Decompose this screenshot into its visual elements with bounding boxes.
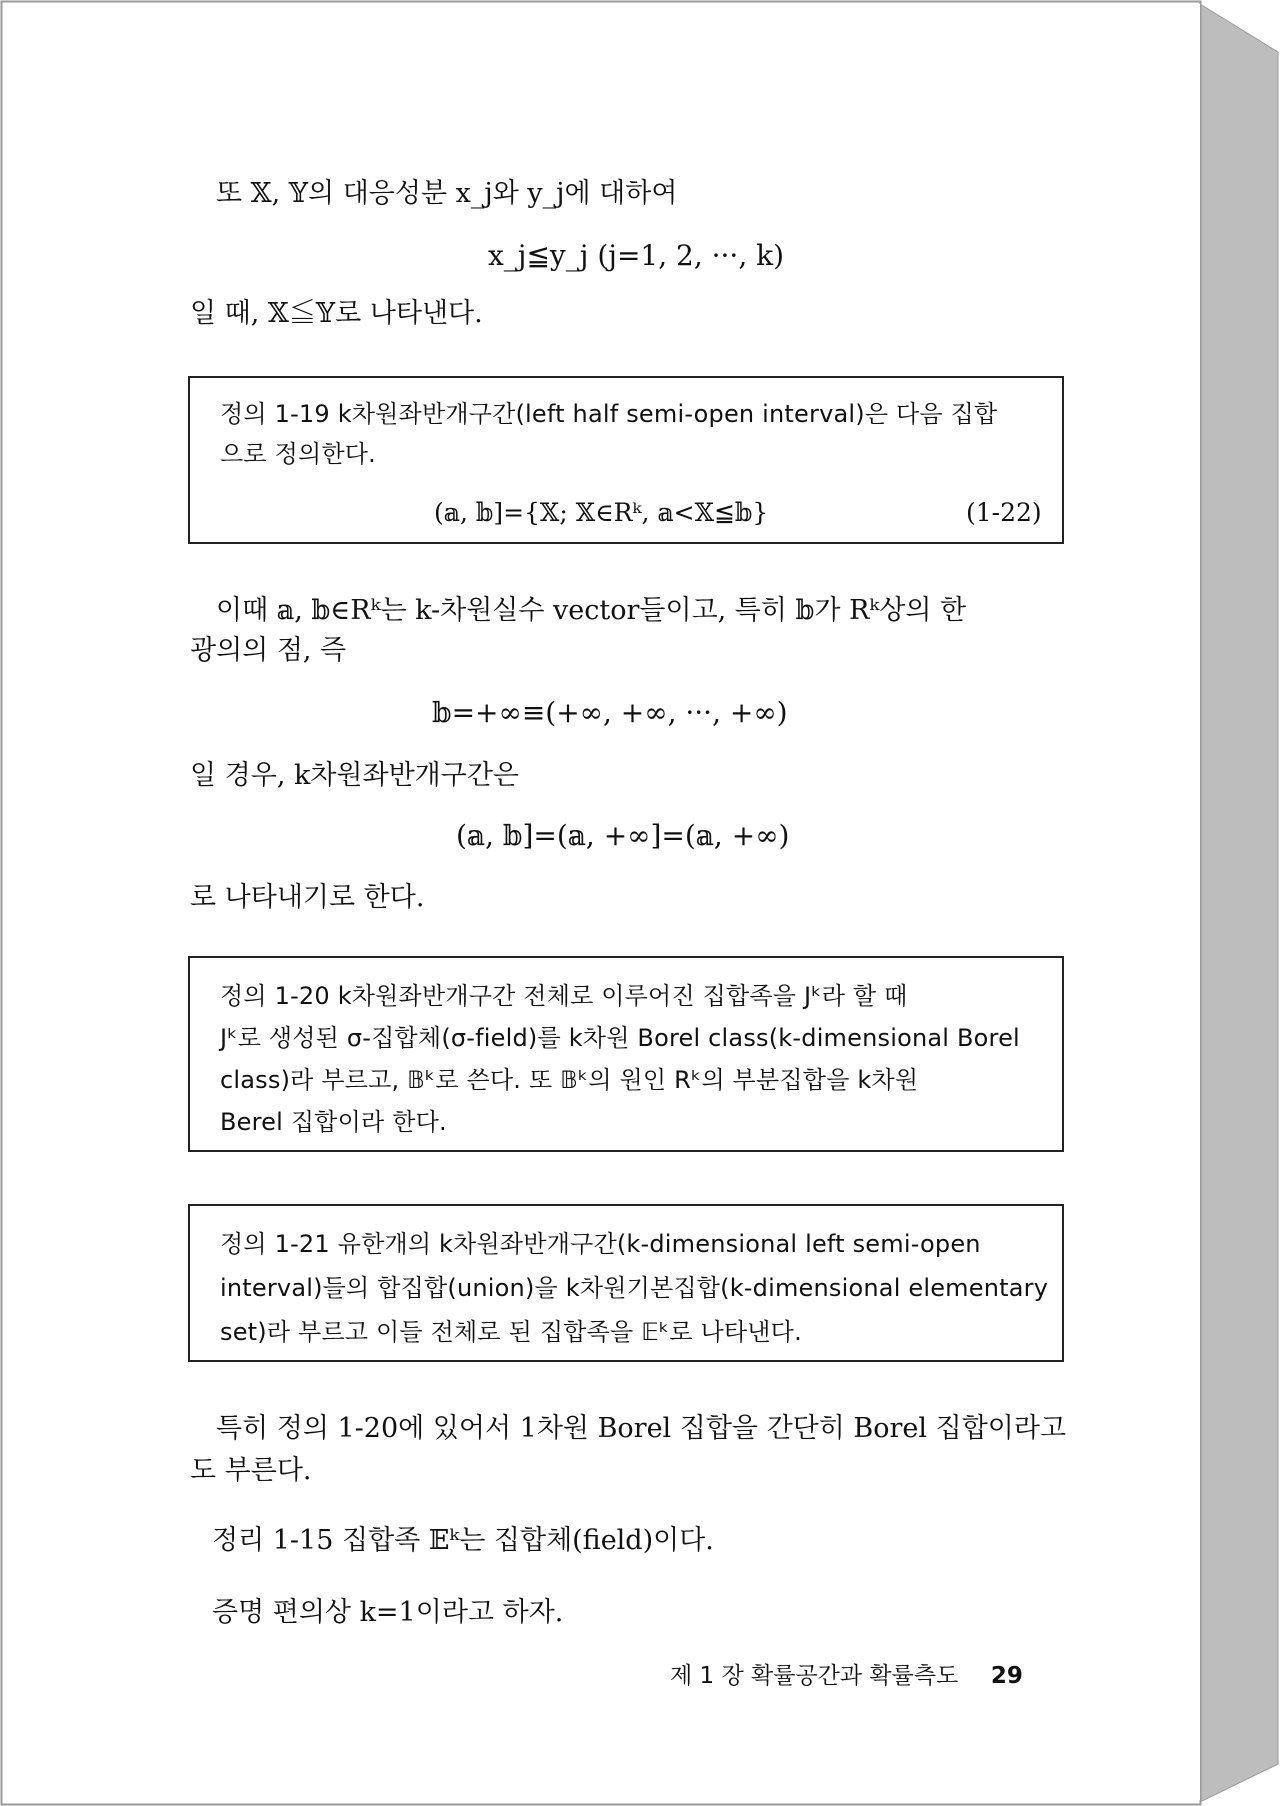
formula: 𝕓=+∞≡(+∞, +∞, ···, +∞) bbox=[432, 696, 788, 729]
proof-line: 증명 편의상 k=1이라고 하자. bbox=[212, 1597, 564, 1628]
definition-box bbox=[188, 956, 1064, 1152]
page-number: 29 bbox=[990, 1663, 1023, 1689]
paragraph-line: 이때 𝕒, 𝕓∈Rᵏ는 k-차원실수 vector들이고, 특히 𝕓가 Rᵏ상의 한 bbox=[216, 595, 967, 626]
paragraph-line: 특히 정의 1-20에 있어서 1차원 Borel 집합을 간단히 Borel 집합이라고 bbox=[216, 1413, 1067, 1444]
book-page bbox=[4, 4, 1200, 1800]
chapter-title: 제 1 장 확률공간과 확률측도 bbox=[670, 1663, 959, 1689]
definition-line: Berel 집합이라 한다. bbox=[220, 1108, 447, 1136]
paragraph-line: 일 때, 𝕏≦𝕐로 나타낸다. bbox=[190, 298, 483, 329]
definition-line: 정의 1-20 k차원좌반개구간 전체로 이루어진 집합족을 Jᵏ라 할 때 bbox=[220, 982, 908, 1010]
paragraph-line: 로 나타내기로 한다. bbox=[190, 882, 425, 913]
theorem-line: 정리 1-15 집합족 𝔼ᵏ는 집합체(field)이다. bbox=[212, 1525, 714, 1556]
definition-box bbox=[188, 1204, 1064, 1362]
paragraph-line: 또 𝕏, 𝕐의 대응성분 x_j와 y_j에 대하여 bbox=[216, 178, 678, 209]
formula: (𝕒, 𝕓]={𝕏; 𝕏∈Rᵏ, 𝕒<𝕏≦𝕓} bbox=[434, 498, 769, 527]
definition-line: 정의 1-21 유한개의 k차원좌반개구간(k-dimensional left semi-open bbox=[220, 1230, 981, 1258]
definition-line: class)라 부르고, 𝔹ᵏ로 쓴다. 또 𝔹ᵏ의 원인 Rᵏ의 부분집합을 k차원 bbox=[220, 1066, 919, 1094]
definition-box bbox=[188, 376, 1064, 544]
equation-number: (1-22) bbox=[966, 498, 1042, 527]
formula: x_j≦y_j (j=1, 2, ···, k) bbox=[488, 239, 785, 272]
definition-line: set)라 부르고 이들 전체로 된 집합족을 𝔼ᵏ로 나타낸다. bbox=[220, 1318, 802, 1346]
definition-line: Jᵏ로 생성된 σ-집합체(σ-field)를 k차원 Borel class(k-dimensional Borel bbox=[220, 1024, 1020, 1052]
paragraph-line: 광의의 점, 즉 bbox=[190, 635, 347, 666]
paragraph-line: 도 부른다. bbox=[190, 1455, 312, 1486]
paragraph-line: 일 경우, k차원좌반개구간은 bbox=[190, 760, 520, 791]
formula: (𝕒, 𝕓]=(𝕒, +∞]=(𝕒, +∞) bbox=[456, 819, 790, 852]
definition-line: interval)들의 합집합(union)을 k차원기본집합(k-dimensional elementary bbox=[220, 1274, 1049, 1302]
definition-line: 으로 정의한다. bbox=[220, 440, 376, 468]
definition-line: 정의 1-19 k차원좌반개구간(left half semi-open interval)은 다음 집합 bbox=[220, 400, 998, 428]
page-footer bbox=[670, 1665, 1023, 1688]
